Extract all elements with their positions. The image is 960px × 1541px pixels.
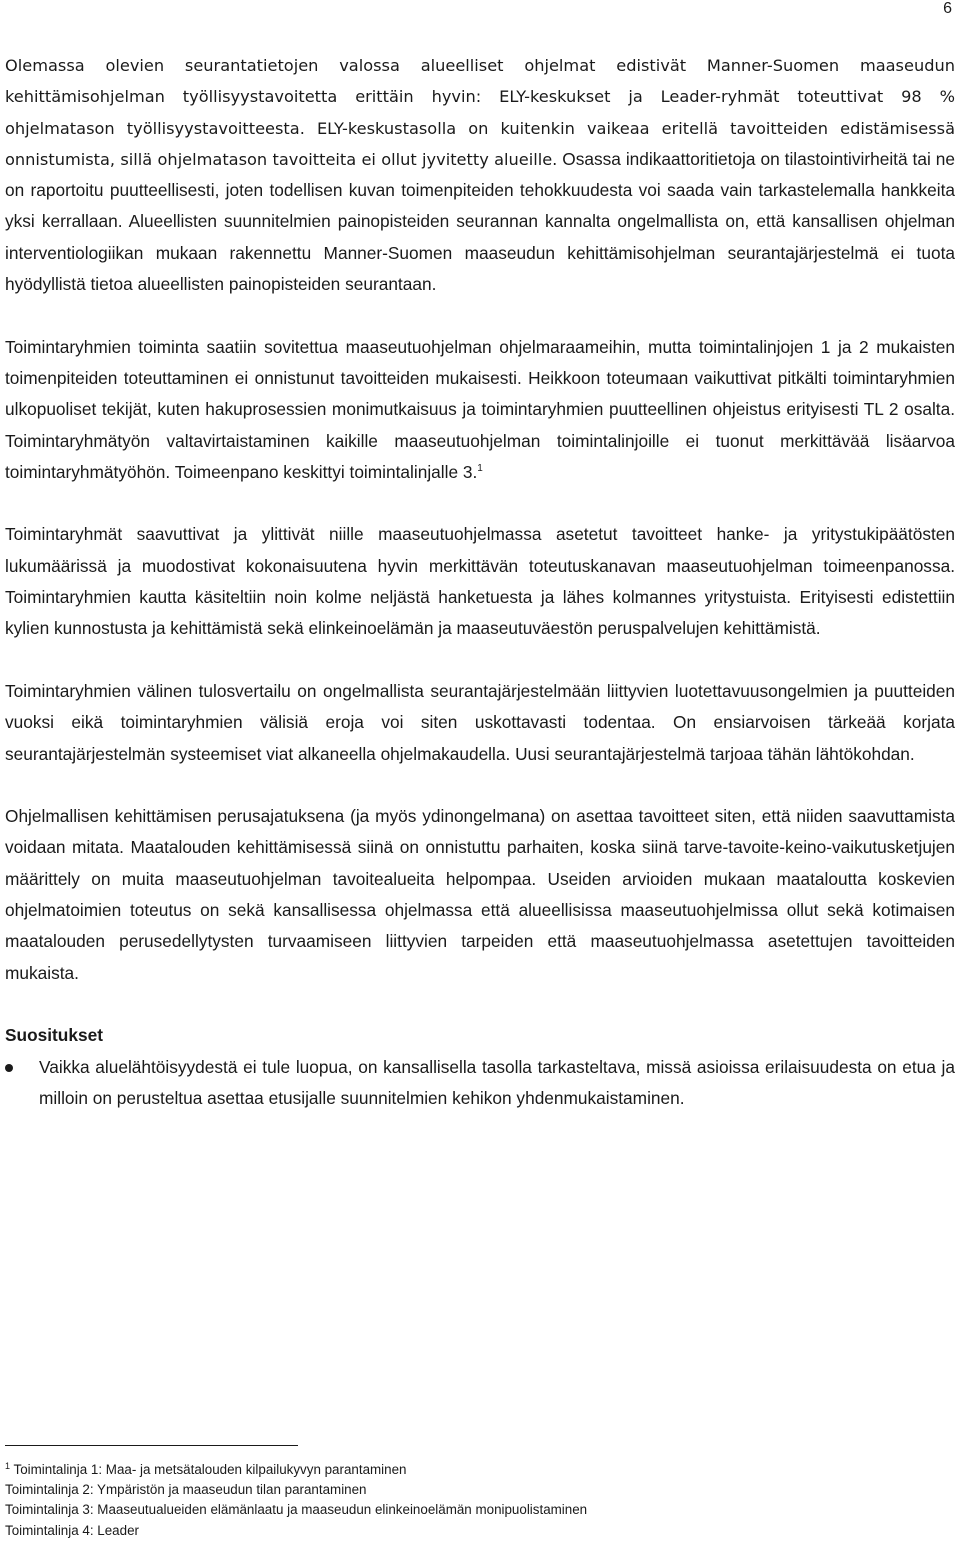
paragraph-monitoring-part-1: Olemassa olevien seurantatietojen valossa alueelliset ohjelmat edistivät Manner-Suomen maaseudun kehittämisohjelman työllisyystavoitetta erittäin hyvin: ELY-keskukset ja Leader-ryhmät toteuttivat 98 % ohjelmatason työllisyystavoitteesta. ELY-keskustasolla on kuitenkin vaikeaa eritellä tavoitteiden edistämisessä onnistumista, sillä ohjelmatason tavoitteita ei ollut jyvitetty alueille. (5, 56, 955, 169)
footnote-reference: 1 (477, 462, 483, 474)
paragraph-comparison: Toimintaryhmien välinen tulosvertailu on ongelmallista seurantajärjestelmään liittyvien luotettavuusongelmien ja puutteiden vuoksi eikä toimintaryhmien välisiä eroja voi siten uskottavasti todentaa. On ensiarvoisen tärkeää korjata seurantajärjestelmän systeemiset viat alkaneella ohjelmakaudella. Uusi seurantajärjestelmä tarjoaa tähän lähtökohdan. (5, 680, 955, 764)
footnote-line-4: Toimintalinja 4: Leader (5, 1522, 139, 1538)
footnote-line-2: Toimintalinja 2: Ympäristön ja maaseudun tilan parantaminen (5, 1482, 367, 1498)
recommendations-list (5, 1052, 955, 1115)
document-body (5, 50, 955, 1114)
paragraph-programme-development: Ohjelmallisen kehittämisen perusajatuksena (ja myös ydinongelmana) on asettaa tavoitteet siten, että niiden saavuttamista voidaan mitata. Maatalouden kehittämisessä siinä on onnistuttu parhaiten, koska siinä tarve-tavoite-keino-vaikutusketjujen määrittely on muita maaseutuohjelman tavoitealueita helpompaa. Useiden arvioiden mukaan maataloutta koskevien ohjelmatoimien toteutus on sekä kansallisessa ohjelmassa että alueellisissa maaseutuohjelmissa ollut sekä kotimaisen maatalouden perusedellytysten turvaamiseen liittyvien tarpeiden että maaseutuohjelmassa asetettujen tavoitteiden mukaista. (5, 806, 955, 983)
paragraph-monitoring (5, 50, 955, 300)
footnote-marker: 1 (5, 1461, 11, 1471)
paragraph-monitoring-part-2: Osassa indikaattoritietoja on tilastointivirheitä tai ne on raportoitu puutteellisesti, joten todellisen kuvan toimenpiteiden tehokkuudesta voi saada vain tarkastelemalla hankkeita yksi kerrallaan. Alueellisten suunnitelmien painopisteiden seurannan kannalta ongelmallista on, että kansallisen ohjelman interventiologiikan mukaan rakennettu Manner-Suomen maaseudun kehittämisohjelman seurantajärjestelmä ei tuota hyödyllistä tietoa alueellisten painopisteiden seurantaan. (5, 148, 955, 295)
footnote-line-1 (5, 1460, 945, 1480)
footnote-separator (5, 1445, 298, 1446)
bullet-icon (5, 1064, 13, 1072)
paragraph-results: Toimintaryhmät saavuttivat ja ylittivät niille maaseutuohjelmassa asetetut tavoitteet hanke- ja yritystukipäätösten lukumäärissä ja muodostivat kokonaisuutena hyvin merkittävän toteutuskanavan maaseutuohjelman toimeenpanossa. Toimintaryhmien kautta käsiteltiin noin kolme neljästä hanketuesta ja lähes kolmannes yritystuista. Erityisesti edistettiin kylien kunnostusta ja kehittämistä sekä elinkeinoelämän ja maaseutuväestön peruspalvelujen kehittämistä. (5, 524, 955, 639)
page-number: 6 (943, 0, 952, 17)
recommendation-item (5, 1052, 955, 1115)
paragraph-action-groups (5, 332, 955, 488)
recommendations-heading: Suositukset (5, 1025, 103, 1046)
paragraph-action-groups-text: Toimintaryhmien toiminta saatiin sovitettua maaseutuohjelman ohjelmaraameihin, mutta toimintalinjojen 1 ja 2 mukaisten toimenpiteiden toteuttaminen ei onnistunut tavoitteiden mukaisesti. Heikkoon toteumaan vaikuttivat pitkälti toimintaryhmien ulkopuoliset tekijät, kuten hakuprosessien monimutkaisuus ja toimintaryhmien puutteellinen ohjeistus erityisesti TL 2 osalta. Toimintaryhmätyön valtavirtaistaminen kaikille maaseutuohjelman toimintalinjoille ei tuonut merkittävää lisäarvoa toimintaryhmätyöhön. Toimeenpano keskittyi toimintalinjalle 3. (5, 336, 955, 482)
footnotes (5, 1460, 945, 1541)
footnote-text-1: Toimintalinja 1: Maa- ja metsätalouden kilpailukyvyn parantaminen (13, 1462, 407, 1477)
recommendation-text: Vaikka aluelähtöisyydestä ei tule luopua, on kansallisella tasolla tarkasteltava, missä asioissa erilaisuudesta on etua ja milloin on perusteltua asettaa etusijalle suunnitelmien kehikon yhdenmukaistaminen. (39, 1056, 955, 1108)
footnote-line-3: Toimintalinja 3: Maaseutualueiden elämänlaatu ja maaseudun elinkeinoelämän monipuolistaminen (5, 1502, 588, 1518)
